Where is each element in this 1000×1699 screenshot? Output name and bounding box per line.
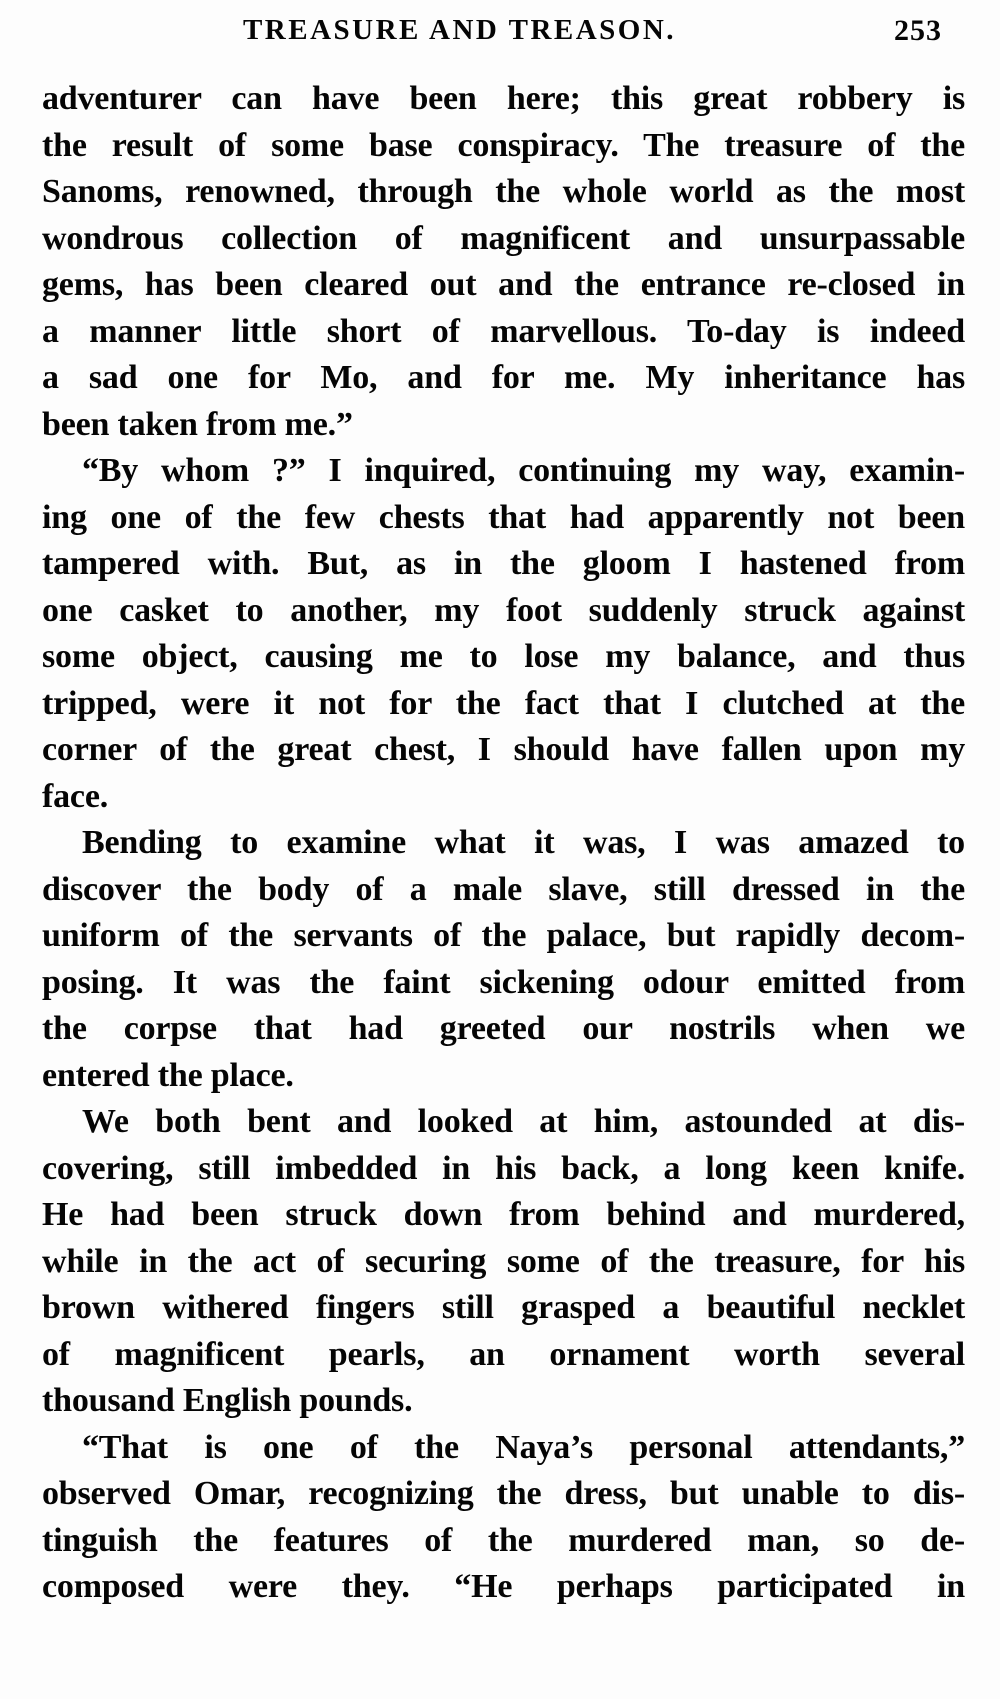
paragraph xyxy=(42,448,965,820)
text-line: posing. It was the faint sickening odour emitted from xyxy=(42,963,965,1001)
text-line: the result of some base conspiracy. The treasure of the xyxy=(42,126,965,164)
text-line: thousand English pounds. xyxy=(42,1382,413,1419)
paragraph xyxy=(42,1099,965,1425)
text-line: Bending to examine what it was, I was amazed to xyxy=(82,824,965,861)
page-body xyxy=(42,76,965,1611)
text-line: one casket to another, my foot suddenly struck against xyxy=(42,591,965,629)
text-line: wondrous collection of magnificent and unsurpassable xyxy=(42,219,965,257)
text-line: We both bent and looked at him, astounded at dis- xyxy=(82,1103,965,1140)
text-line: some object, causing me to lose my balance, and thus xyxy=(42,638,965,675)
text-line: brown withered fingers still grasped a beautiful necklet xyxy=(42,1289,965,1326)
page-number: 253 xyxy=(894,14,942,47)
text-line: composed were they. “He perhaps participated in xyxy=(42,1568,965,1605)
text-line: the corpse that had greeted our nostrils when we xyxy=(42,1010,965,1047)
text-line: adventurer can have been here; this great robbery is xyxy=(42,80,965,117)
text-line: tampered with. But, as in the gloom I hastened from xyxy=(42,545,965,582)
text-line: He had been struck down from behind and murdered, xyxy=(42,1196,965,1233)
paragraph xyxy=(42,76,965,448)
paragraph xyxy=(42,1425,965,1611)
paragraph xyxy=(42,820,965,1099)
text-line: gems, has been cleared out and the entrance re-closed in xyxy=(42,266,965,303)
text-line: corner of the great chest, I should have fallen upon my xyxy=(42,731,965,768)
page-header xyxy=(40,14,960,48)
text-line: face. xyxy=(42,777,109,815)
text-line: discover the body of a male slave, still dressed in the xyxy=(42,870,965,908)
text-line: ing one of the few chests that had apparently not been xyxy=(42,498,965,536)
text-line: of magnificent pearls, an ornament worth several xyxy=(42,1335,965,1373)
text-line: uniform of the servants of the palace, but rapidly decom- xyxy=(42,917,965,954)
text-line: while in the act of securing some of the treasure, for his xyxy=(42,1242,965,1280)
text-line: tinguish the features of the murdered man, so de- xyxy=(42,1521,965,1559)
text-line: “That is one of the Naya’s personal attendants,” xyxy=(82,1428,965,1466)
text-line: entered the place. xyxy=(42,1056,294,1094)
text-line: observed Omar, recognizing the dress, but unable to dis- xyxy=(42,1475,965,1512)
running-header-title: TREASURE AND TREASON. xyxy=(242,14,677,46)
text-line: tripped, were it not for the fact that I clutched at the xyxy=(42,684,965,722)
text-line: a sad one for Mo, and for me. My inheritance has xyxy=(42,359,965,396)
text-line: “By whom ?” I inquired, continuing my way, examin- xyxy=(82,452,965,489)
text-line: covering, still imbedded in his back, a long keen knife. xyxy=(42,1149,965,1187)
text-line: Sanoms, renowned, through the whole world as the most xyxy=(42,173,965,210)
text-line: been taken from me.” xyxy=(42,405,353,443)
text-line: a manner little short of marvellous. To-day is indeed xyxy=(42,312,965,350)
